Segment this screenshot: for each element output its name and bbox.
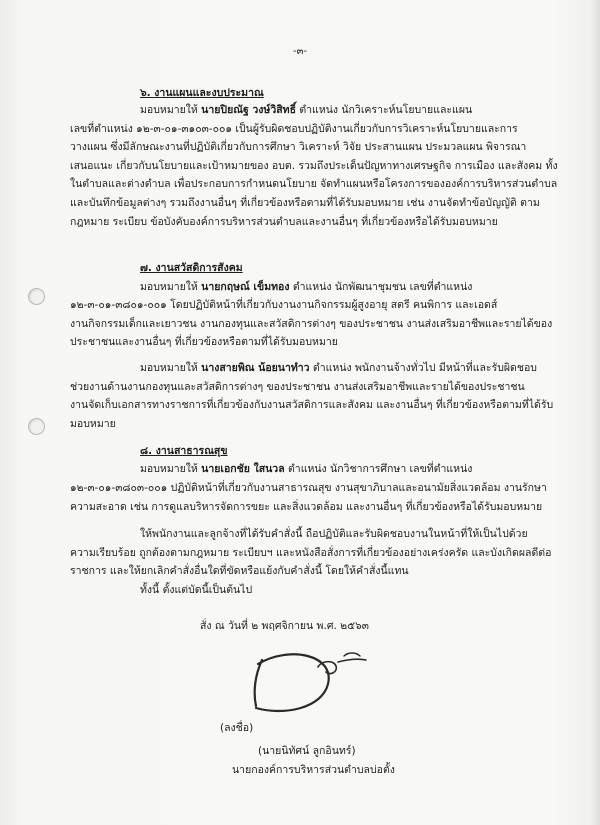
assign-position: ตำแหน่ง นักวิชาการศึกษา เลขที่ตำแหน่ง <box>284 463 473 475</box>
section-6-line: กฎหมาย ระเบียบ ข้อบังคับองค์การบริหารส่วนตำบลและงานอื่นๆ ที่เกี่ยวข้องหรือได้รับมอบหมาย <box>70 216 498 228</box>
section-6-line: วางแผน ซึ่งมีลักษณะงานที่ปฏิบัติเกี่ยวกับการศึกษา วิเคราะห์ วิจัย ประสานแผน ประมวลแผน พิจารณา <box>70 141 527 153</box>
section-7-line: ประชาชนและงานอื่นๆ ที่เกี่ยวข้องหรือตามที่ได้รับมอบหมาย <box>70 336 338 348</box>
section-7-heading: ๗. งานสวัสดิการสังคม <box>140 262 243 274</box>
assign-prefix: มอบหมายให้ <box>140 463 202 475</box>
staff-name: นายเอกชัย ใสนวล <box>201 463 285 475</box>
section-6-line: ในตำบลและต่างตำบล เพื่อประกอบการกำหนดนโยบาย จัดทำแผนหรือโครงการขององค์การบริหารส่วนตำบล <box>70 178 558 190</box>
closing-line: ราชการ และให้ยกเลิกคำสั่งอื่นใดที่ขัดหรือแย้งกับคำสั่งนี้ โดยให้คำสั่งนี้แทน <box>70 565 409 577</box>
closing-line: ให้พนักงานและลูกจ้างที่ได้รับคำสั่งนี้ ถือปฏิบัติและรับผิดชอบงานในหน้าที่ให้เป็นไปด้วย <box>140 528 528 540</box>
section-7-line: ช่วยงานด้านงานกองทุนและสวัสดิการต่างๆ ของประชาชน งานส่งเสริมอาชีพและรายได้ของประชาชน <box>70 381 525 393</box>
section-7-line: มอบหมาย <box>70 418 116 430</box>
assign-prefix: มอบหมายให้ <box>140 281 202 293</box>
staff-name: นายกฤษณ์ เข็มทอง <box>201 281 290 293</box>
section-8-line: ๑๒-๓-๐๑-๓๘๐๓-๐๐๑ ปฏิบัติหน้าที่เกี่ยวกับงานสาธารณสุข งานสุขาภิบาลและอนามัยสิ่งแวดล้อม งานรักษา <box>70 482 547 494</box>
page-number: -๓- <box>292 46 308 57</box>
order-date: สั่ง ณ วันที่ ๒ พฤศจิกายน พ.ศ. ๒๕๖๓ <box>200 620 369 632</box>
section-6-line: เลขที่ตำแหน่ง ๑๒-๓-๐๑-๓๑๐๓-๐๐๑ เป็นผู้รับผิดชอบปฏิบัติงานเกี่ยวกับการวิเคราะห์นโยบายและการ <box>70 123 518 135</box>
signatory-title: นายกองค์การบริหารส่วนตำบลบ่อตั้ง <box>232 764 395 776</box>
assign-prefix: มอบหมายให้ <box>140 362 202 374</box>
staff-name: นางสายพิณ น้อยนาทำว <box>201 362 310 374</box>
staff-name: นายปิยณัฐ วงษ์วิสิทธิ์ <box>201 104 296 116</box>
signature-label: (ลงชื่อ) <box>220 722 254 734</box>
assign-position: ตำแหน่ง นักวิเคราะห์นโยบายและแผน <box>296 104 473 116</box>
section-7-line: ๑๒-๓-๐๑-๓๘๐๑-๐๐๑ โดยปฏิบัติหน้าที่เกี่ยวกับงานงานกิจกรรมผู้สูงอายุ สตรี คนพิการ และเอดส์ <box>70 299 498 311</box>
section-6-line: เสนอแนะ เกี่ยวกับนโยบายและเป้าหมายของ อบต. รวมถึงประเด็นปัญหาทางเศรษฐกิจ การเมือง และสังคม ทั้ง <box>70 160 558 172</box>
assign-position: ตำแหน่ง นักพัฒนาชุมชน เลขที่ตำแหน่ง <box>289 281 473 293</box>
section-8-line: ความสะอาด เช่น การดูแลบริหารจัดการขยะ และสิ่งแวดล้อม และงานอื่นๆ ที่เกี่ยวข้องหรือได้รับมอบหมาย <box>70 501 543 513</box>
assign-prefix: มอบหมายให้ <box>140 104 202 116</box>
section-6-line: และบันทึกข้อมูลต่างๆ รวมถึงงานอื่นๆ ที่เกี่ยวข้องหรือตามที่ได้รับมอบหมาย เช่น งานจัดทำข้อบัญญัติ ตาม <box>70 197 540 209</box>
closing-line: ความเรียบร้อย ถูกต้องตามกฎหมาย ระเบียบฯ และหนังสือสั่งการที่เกี่ยวข้องอย่างเคร่งครัด และบังเกิดผลดีต่อ <box>70 547 552 559</box>
section-7-line: งานจัดเก็บเอกสารทางราชการที่เกี่ยวข้องกับงานสวัสดิการและสังคม และงานอื่นๆ ที่เกี่ยวข้องหรือตามที่ได้รับ <box>70 399 554 411</box>
effective-statement: ทั้งนี้ ตั้งแต่บัดนี้เป็นต้นไป <box>140 584 253 596</box>
assign-position: ตำแหน่ง พนักงานจ้างทั่วไป มีหน้าที่และรับผิดชอบ <box>309 362 537 374</box>
signatory-name: (นายนิทัศน์ ลูกอินทร์) <box>258 745 356 757</box>
section-6-heading: ๖. งานแผนและงบประมาณ <box>140 87 264 99</box>
section-8-heading: ๘. งานสาธารณสุข <box>140 445 228 457</box>
section-7-line: งานกิจกรรมเด็กและเยาวชน งานกองทุนและสวัสดิการต่างๆ ของประชาชน งานส่งเสริมอาชีพและรายได้ของ <box>70 318 553 330</box>
